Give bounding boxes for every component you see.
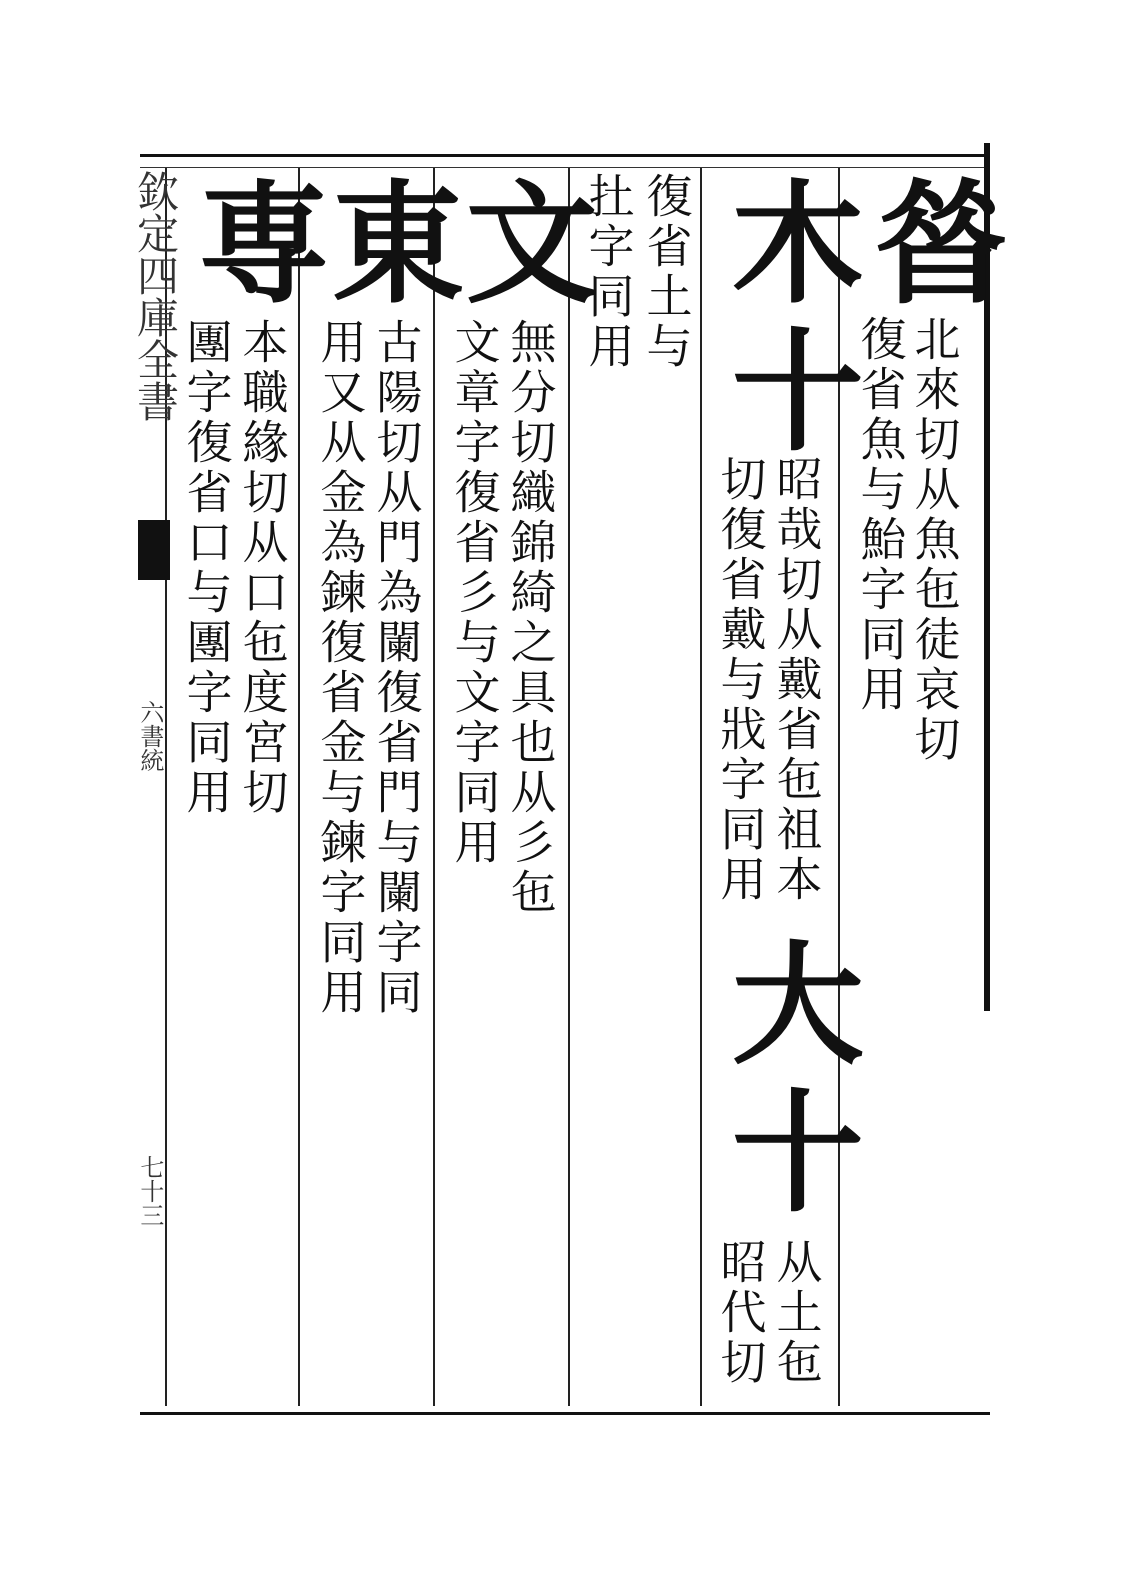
frame-bottom-border — [140, 1412, 990, 1415]
entry-text: 昭哉切从戴省㐌祖本 — [769, 455, 824, 905]
column-rule — [433, 168, 435, 1406]
seal-character: 文 — [442, 174, 598, 322]
column-rule — [298, 168, 300, 1406]
entry-text: 昭代切 — [713, 1238, 768, 1388]
spine-title: 欽定四庫全書 — [131, 170, 181, 422]
entry-text: 復省土与 — [639, 172, 694, 372]
entry-text: 扗字同用 — [581, 172, 636, 372]
entry-text: 北來切从魚㐌徒哀切 — [907, 315, 962, 765]
column-rule — [568, 168, 570, 1406]
column-rule — [700, 168, 702, 1406]
entry-text: 無分切織錦綺之具也从彡㐌 — [503, 318, 558, 918]
frame-top-border — [140, 154, 990, 157]
entry-text: 切復省戴与戕字同用 — [713, 455, 768, 905]
spine-fishtail-mark — [138, 520, 170, 580]
entry-text: 復省魚与鮐字同用 — [853, 315, 908, 715]
seal-character: 大十 — [708, 935, 864, 1231]
entry-text: 古陽切从門為闌復省門与闌字同 — [369, 318, 424, 1018]
entry-text: 本職緣切从口㐌度宮切 — [235, 318, 290, 818]
entry-text: 从土㐌 — [769, 1238, 824, 1388]
seal-character: 東 — [308, 174, 464, 322]
entry-text: 用又从金為鍊復省金与鍊字同用 — [313, 318, 368, 1018]
frame-top-inner-border — [140, 167, 990, 168]
spine-section: 六書統 — [135, 700, 164, 772]
spine-page-number: 七十三 — [135, 1155, 164, 1227]
seal-character: 㫺 — [852, 174, 1008, 322]
entry-text: 團字復省口与團字同用 — [179, 318, 234, 818]
entry-text: 文章字復省彡与文字同用 — [447, 318, 502, 868]
seal-character: 木十 — [708, 174, 864, 470]
seal-character: 専 — [174, 174, 330, 322]
